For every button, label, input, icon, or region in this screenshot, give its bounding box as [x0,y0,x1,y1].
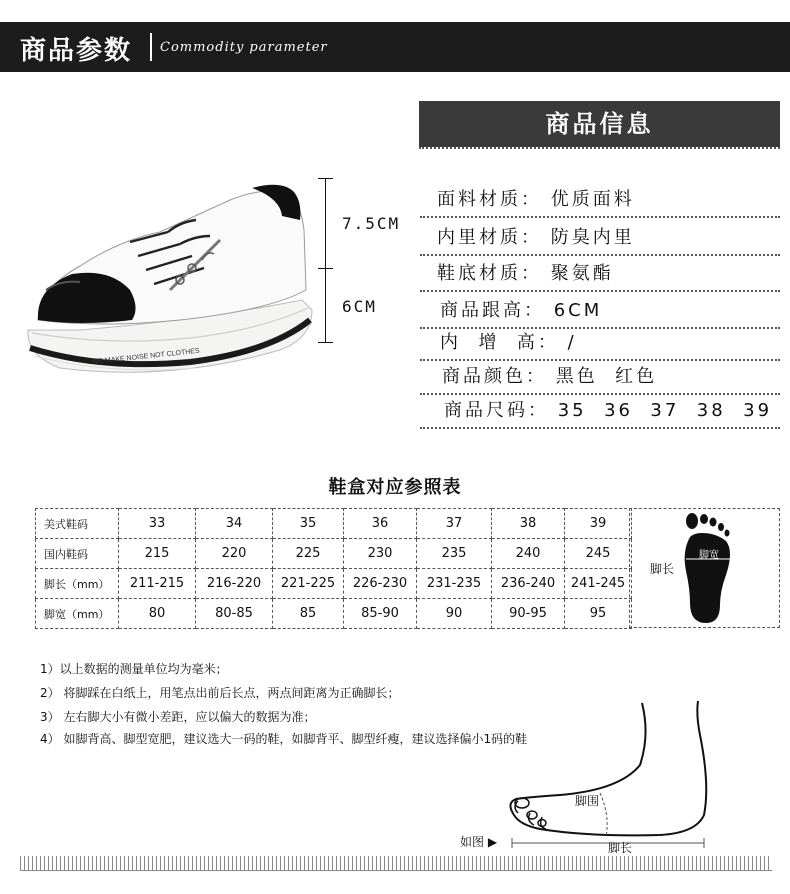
sole-text: WE MAKE NOISE NOT CLOTHES [91,347,201,366]
dimension-line [325,178,326,343]
table-row [36,569,632,599]
info-row [420,294,780,329]
row-header: 美式鞋码 [36,509,119,539]
info-row [420,183,780,218]
info-value: 黑色 红色 [555,366,658,387]
info-row [420,360,780,395]
info-label: 商品尺码： [444,400,549,421]
table-cell: 220 [196,539,273,569]
table-row [36,509,632,539]
table-cell: 37 [417,509,492,539]
table-cell: 34 [196,509,273,539]
info-value: / [567,332,577,353]
table-cell: 35 [273,509,344,539]
info-value: 防臭内里 [550,227,635,248]
table-cell: 38 [492,509,565,539]
note-item: 2） 将脚踩在白纸上，用笔点出前后长点，两点间距离为正确脚长； [40,686,400,700]
header-title-en: Commodity parameter [160,40,328,55]
ruler-strip [20,856,772,871]
info-divider [419,147,780,149]
table-cell: 33 [119,509,196,539]
table-cell: 236-240 [492,569,565,599]
row-header: 国内鞋码 [36,539,119,569]
info-label: 内里材质： [437,227,542,248]
foot-length-label: 脚长 [650,562,675,576]
table-cell: 36 [344,509,417,539]
row-header: 脚长（mm） [36,569,119,599]
info-title: 商品信息 [545,110,654,138]
size-table [35,508,632,629]
header-divider [150,33,152,61]
info-row [420,221,780,256]
table-cell: 216-220 [196,569,273,599]
info-label: 商品颜色： [442,366,547,387]
dimension-tick [318,268,333,269]
size-table-title: 鞋盒对应参照表 [328,477,462,498]
table-cell: 226-230 [344,569,417,599]
table-cell: 245 [565,539,632,569]
info-value: 优质面料 [550,189,635,210]
table-row [36,599,632,629]
table-cell: 95 [565,599,632,629]
table-cell: 241-245 [565,569,632,599]
table-cell: 85-90 [344,599,417,629]
info-row [420,394,780,429]
table-cell: 39 [565,509,632,539]
table-cell: 85 [273,599,344,629]
table-cell: 240 [492,539,565,569]
table-cell: 211-215 [119,569,196,599]
shoe-image [20,170,320,385]
table-cell: 90-95 [492,599,565,629]
foot-length-diagram-label: 脚长 [608,841,633,855]
table-cell: 221-225 [273,569,344,599]
footprint-icon [676,511,740,627]
note-item: 4） 如脚背高、脚型宽肥，建议选大一码的鞋，如脚背平、脚型纤瘦，建议选择偏小1码的鞋 [40,732,528,746]
upper-height-label: 7.5CM [342,214,401,233]
dimension-tick [318,342,333,343]
table-cell: 230 [344,539,417,569]
dimension-tick [318,178,333,179]
row-header: 脚宽（mm） [36,599,119,629]
info-row [420,257,780,292]
table-row [36,539,632,569]
heel-height-label: 6CM [342,297,377,316]
info-label: 内 增 高： [440,332,559,353]
table-cell: 80-85 [196,599,273,629]
note-item: 1）以上数据的测量单位均为毫米； [40,662,228,676]
foot-girth-label: 脚围 [575,794,600,808]
header-title-cn: 商品参数 [20,36,133,66]
info-label: 商品跟高： [440,300,545,321]
info-label: 面料材质： [437,189,542,210]
note-item: 3） 左右脚大小有微小差距，应以偏大的数据为准； [40,710,316,724]
table-cell: 231-235 [417,569,492,599]
table-cell: 235 [417,539,492,569]
info-value: 聚氨酯 [550,263,614,284]
info-value: 6CM [553,300,603,321]
info-row [420,326,780,361]
table-cell: 225 [273,539,344,569]
table-cell: 80 [119,599,196,629]
foot-side-diagram [500,695,740,855]
info-value: 35 36 37 38 39 [557,400,773,421]
foot-width-label: 脚宽 [699,550,719,561]
example-label: 如图 ▶ [460,835,498,849]
info-label: 鞋底材质： [437,263,542,284]
table-cell: 215 [119,539,196,569]
table-cell: 90 [417,599,492,629]
